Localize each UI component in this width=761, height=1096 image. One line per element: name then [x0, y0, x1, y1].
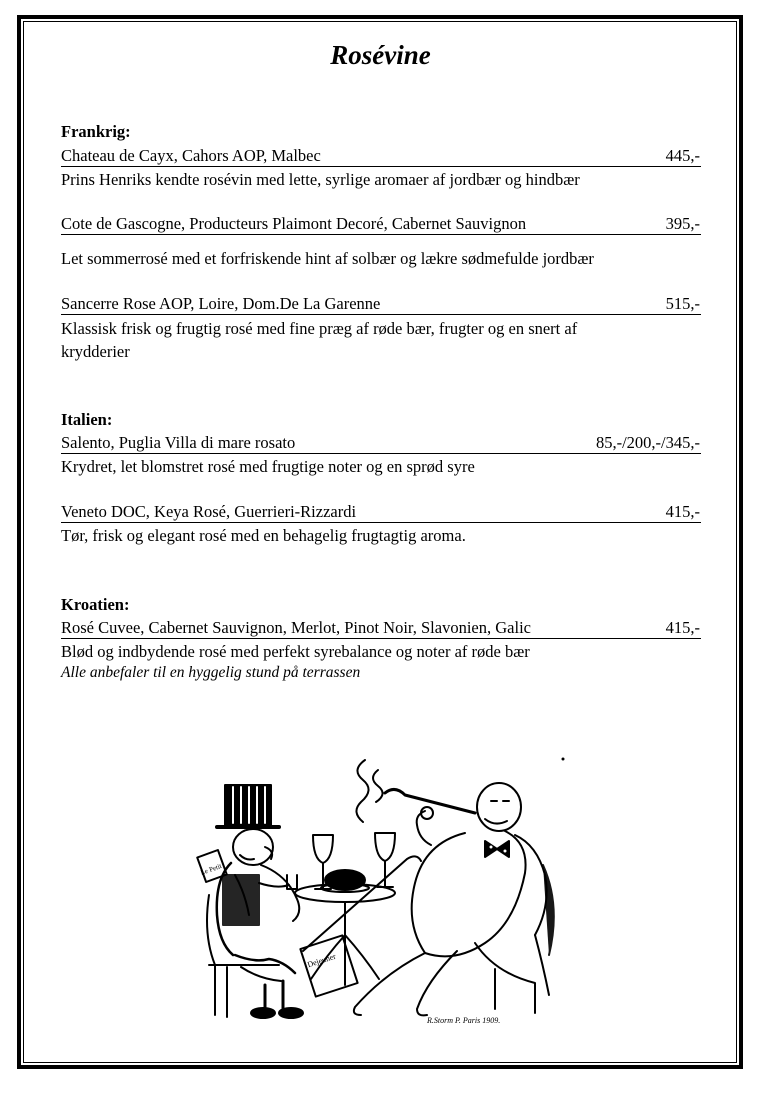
wine-row-cote-de-gascogne [61, 214, 701, 235]
artist-signature: R.Storm P. Paris 1909. [427, 1016, 501, 1025]
menu-board-text: Dejeuner [306, 951, 337, 970]
page-title: Rosévine [330, 40, 431, 70]
wine-description-line-1: Klassisk frisk og frugtig rosé med fine præg af røde bær, frugter og en snert af [61, 319, 578, 338]
wine-description: Prins Henriks kendte rosévin med lette, syrlige aromaer af jordbær og hindbær [61, 170, 580, 189]
cafe-table [295, 833, 421, 997]
wine-description: Blød og indbydende rosé med perfekt syrebalance og noter af røde bær [61, 642, 530, 661]
wine-price: 515,- [665, 294, 700, 313]
wine-name: Veneto DOC, Keya Rosé, Guerrieri-Rizzardi [61, 502, 357, 521]
wine-row-chateau-de-cayx [61, 146, 701, 167]
wine-row-rose-cuvee [61, 618, 701, 639]
wine-row-veneto [61, 502, 701, 523]
wine-name: Sancerre Rose AOP, Loire, Dom.De La Garenne [61, 294, 381, 313]
section-heading-kroatien: Kroatien: [61, 595, 130, 614]
wine-price: 395,- [665, 214, 700, 233]
smoke-curl-icon [356, 760, 368, 822]
wine-name: Cote de Gascogne, Producteurs Plaimont Decoré, Cabernet Sauvignon [61, 214, 527, 233]
wine-row-sancerre [61, 294, 701, 315]
section-heading-frankrig: Frankrig: [61, 122, 131, 141]
wine-price: 415,- [665, 618, 700, 637]
recommendation-note: Alle anbefaler til en hyggelig stund på terrassen [61, 664, 361, 681]
wine-name: Salento, Puglia Villa di mare rosato [61, 433, 296, 452]
wine-price: 415,- [665, 502, 700, 521]
wine-row-salento [61, 433, 701, 454]
wine-price: 85,-/200,-/345,- [595, 433, 700, 452]
wine-name: Chateau de Cayx, Cahors AOP, Malbec [61, 146, 321, 165]
wine-description: Let sommerrosé med et forfriskende hint af solbær og lækre sødmefulde jordbær [61, 249, 594, 268]
cafe-sign-text: Le Petit [199, 861, 223, 878]
wine-name: Rosé Cuvee, Cabernet Sauvignon, Merlot, Pinot Noir, Slavonien, Galic [61, 618, 531, 637]
wine-price: 445,- [665, 146, 700, 165]
left-man-figure [197, 785, 303, 1018]
wine-description: Tør, frisk og elegant rosé med en behagelig frugtagtig aroma. [61, 526, 466, 545]
wine-description-line-2: krydderier [61, 342, 130, 361]
ink-dot [562, 758, 565, 761]
wine-description: Krydret, let blomstret rosé med frugtige noter og en sprød syre [61, 457, 475, 476]
smoke-curl-icon [373, 770, 383, 802]
section-heading-italien: Italien: [61, 410, 113, 429]
cafe-illustration [195, 755, 565, 1030]
